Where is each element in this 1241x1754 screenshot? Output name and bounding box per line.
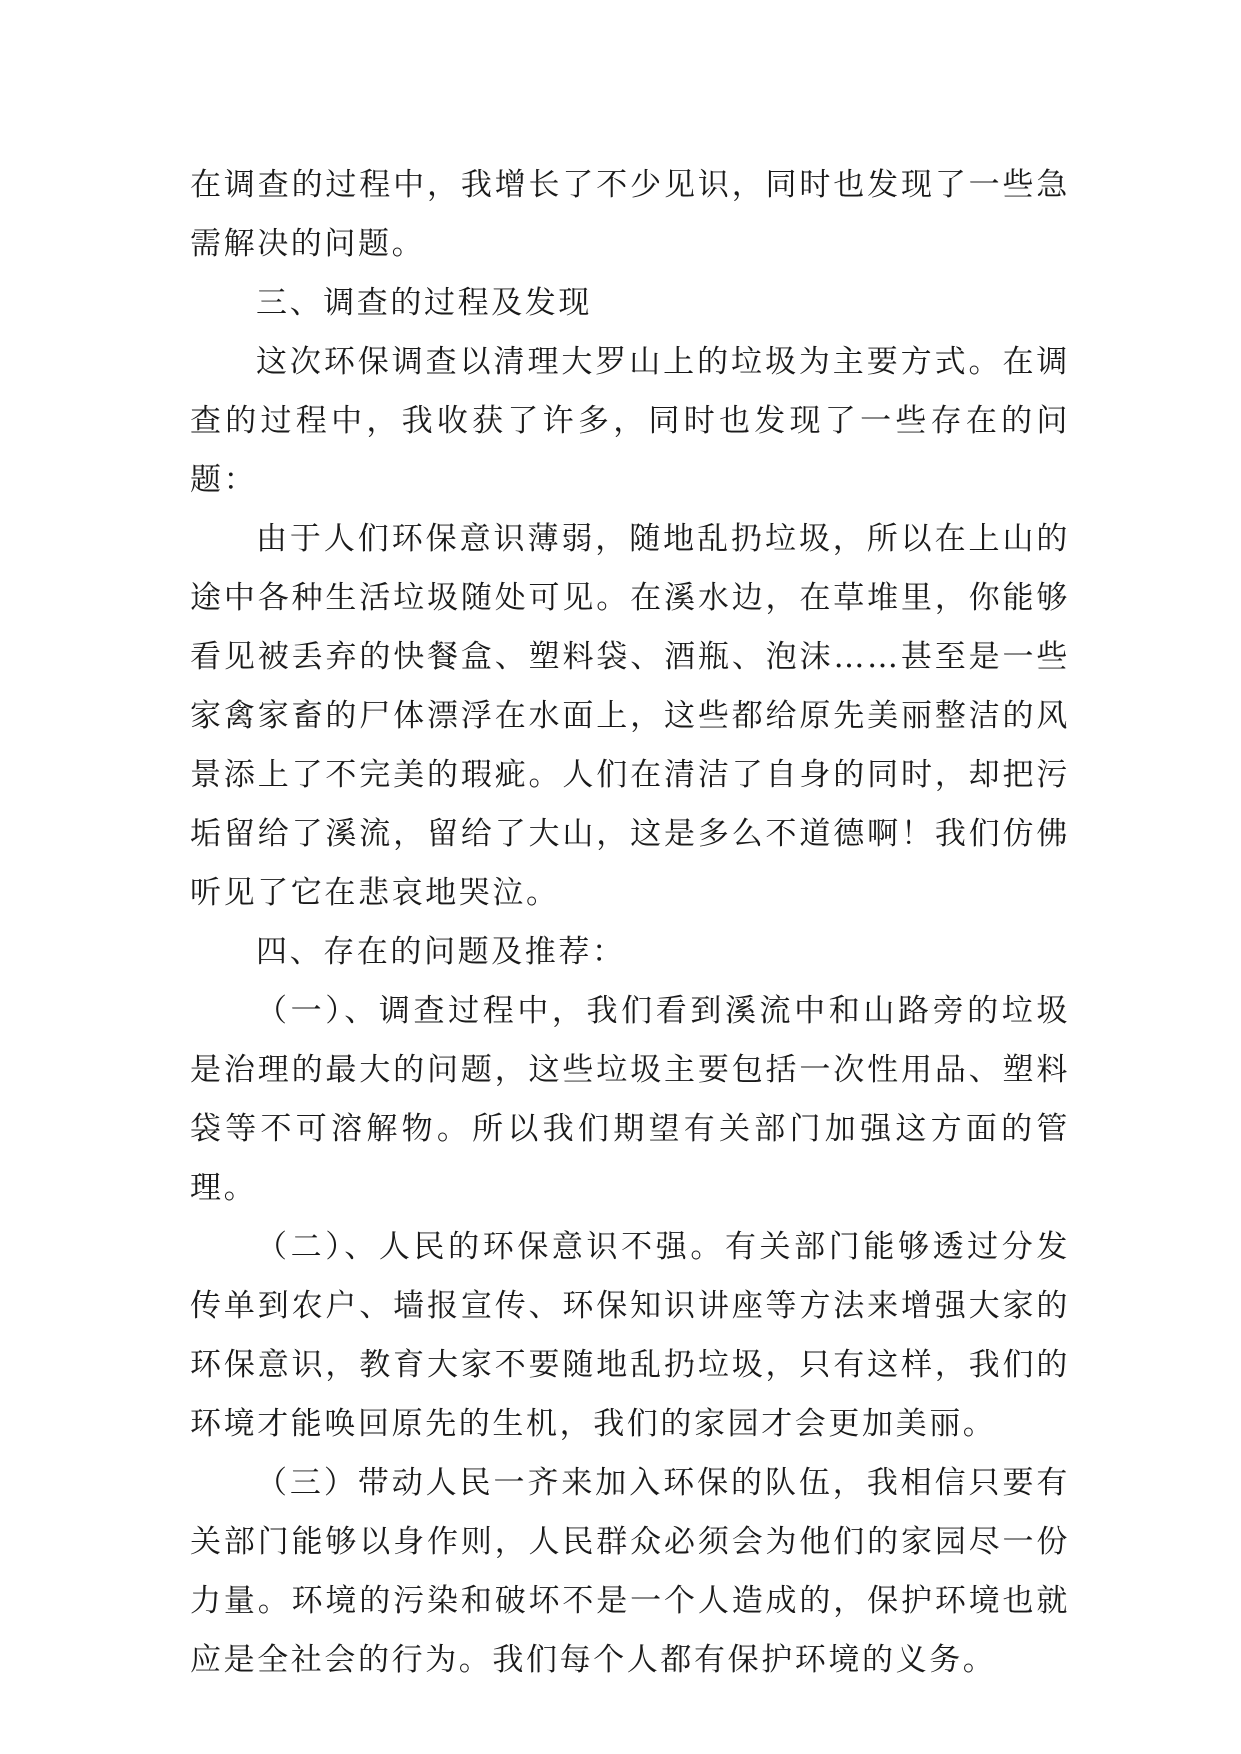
paragraph-recommendation-2: （二）、人民的环保意识不强。有关部门能够透过分发传单到农户、墙报宣传、环保知识讲座等方法来增强大家的环保意识，教育大家不要随地乱扔垃圾，只有这样，我们的环境才能唤回原先的生机，我们的家园才会更加美丽。: [190, 1229, 1070, 1442]
section-heading-process-findings: 三、调查的过程及发现: [256, 285, 592, 321]
paragraph-recommendation-3: （三）带动人民一齐来加入环保的队伍，我相信只要有关部门能够以身作则，人民群众必须会为他们的家园尽一份力量。环境的污染和破坏不是一个人造成的，保护环境也就应是全社会的行为。我们每个人都有保护环境的义务。: [190, 1465, 1070, 1678]
section-heading-problems-recommendations: 四、存在的问题及推荐：: [256, 934, 626, 970]
paragraph-survey-method: 这次环保调查以清理大罗山上的垃圾为主要方式。在调查的过程中，我收获了许多，同时也发现了一些存在的问题：: [190, 344, 1070, 498]
paragraph-recommendation-1: （一）、调查过程中，我们看到溪流中和山路旁的垃圾是治理的最大的问题，这些垃圾主要包括一次性用品、塑料袋等不可溶解物。所以我们期望有关部门加强这方面的管理。: [190, 993, 1070, 1206]
paragraph-intro-continuation: 在调查的过程中，我增长了不少见识，同时也发现了一些急需解决的问题。: [190, 167, 1070, 262]
document-body: [190, 156, 1070, 1690]
paragraph-garbage-description: 由于人们环保意识薄弱，随地乱扔垃圾，所以在上山的途中各种生活垃圾随处可见。在溪水边，在草堆里，你能够看见被丢弃的快餐盒、塑料袋、酒瓶、泡沫……甚至是一些家禽家畜的尸体漂浮在水面上，这些都给原先美丽整洁的风景添上了不完美的瑕疵。人们在清洁了自身的同时，却把污垢留给了溪流，留给了大山，这是多么不道德啊！我们仿佛听见了它在悲哀地哭泣。: [190, 521, 1070, 911]
